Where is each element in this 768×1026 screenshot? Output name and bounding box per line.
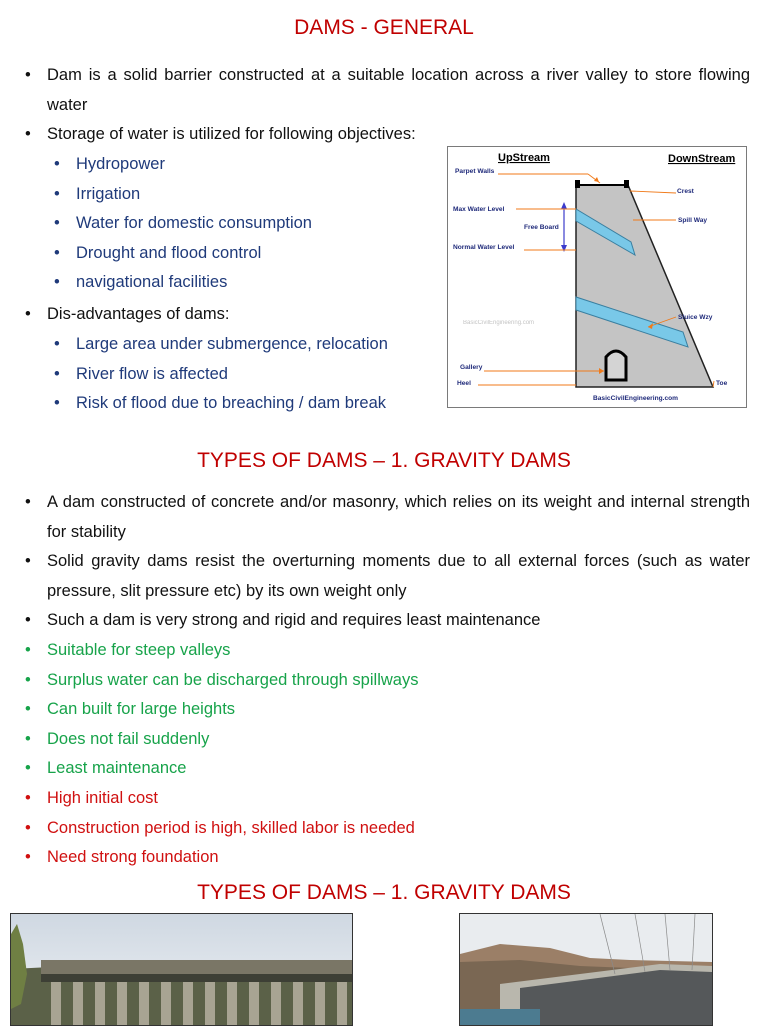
gravity-dam-forces: • Solid gravity dams resist the overturning moments due to all external forces (such as water pressure, slit pressure etc) by its own weight only [47, 547, 750, 606]
advantage-item: • Does not fail suddenly [47, 725, 750, 755]
dam-body [576, 185, 713, 387]
crest-label: Crest [677, 188, 694, 195]
objective-item: • Drought and flood control [76, 239, 436, 269]
disadvantage-item: • High initial cost [47, 784, 750, 814]
definition-bullet: • Dam is a solid barrier constructed at a suitable location across a river valley to store flowing water [47, 61, 750, 120]
credit-label: BasicCivilEngineering.com [593, 395, 679, 402]
heel-label: Heel [457, 380, 471, 387]
gallery-label: Gallery [460, 364, 483, 371]
gravity-dam-rigidity: • Such a dam is very strong and rigid and requires least maintenance [47, 606, 750, 636]
upstream-label: UpStream [498, 152, 550, 164]
objective-item: • Hydropower [76, 150, 436, 180]
disadvantage-item: • Need strong foundation [47, 843, 750, 873]
dam-disadvantages-list [76, 330, 446, 419]
gravity-dams-list [47, 488, 750, 873]
gravity-dam-diagram [447, 146, 747, 408]
objective-item: • Water for domestic consumption [76, 209, 436, 239]
objectives-list [76, 150, 436, 298]
disadvantage-item: • Risk of flood due to breaching / dam break [76, 389, 446, 419]
max-water-label: Max Water Level [453, 206, 505, 213]
dams-general-section [47, 61, 750, 150]
disadvantages-heading: • Dis-advantages of dams: [47, 300, 427, 330]
free-board-label: Free Board [524, 224, 559, 231]
advantage-item: • Can built for large heights [47, 695, 750, 725]
section-title-gravity-dams: TYPES OF DAMS – 1. GRAVITY DAMS [197, 449, 571, 472]
advantage-item: • Least maintenance [47, 754, 750, 784]
disadvantages-heading-list [47, 300, 427, 330]
sluice-label: Sluice Wzy [678, 314, 713, 321]
watermark-label: BasicCivilEngineering.com [463, 320, 535, 326]
parapet-label: Parpet Walls [455, 168, 495, 175]
normal-water-label: Normal Water Level [453, 244, 515, 251]
disadvantage-item: • River flow is affected [76, 360, 446, 390]
objectives-bullet: • Storage of water is utilized for following objectives: [47, 120, 447, 150]
toe-label: Toe [716, 380, 728, 387]
disadvantage-item: • Construction period is high, skilled labor is needed [47, 814, 750, 844]
objective-item: • navigational facilities [76, 268, 436, 298]
gallery-opening [606, 351, 626, 380]
advantage-item: • Surplus water can be discharged through spillways [47, 666, 750, 696]
objective-item: • Irrigation [76, 180, 436, 210]
disadvantage-item: • Large area under submergence, relocation [76, 330, 446, 360]
section-title-gravity-dams-photos: TYPES OF DAMS – 1. GRAVITY DAMS [197, 881, 571, 904]
spillway-label: Spill Way [678, 217, 708, 224]
downstream-label: DownStream [668, 153, 736, 165]
advantage-item: • Suitable for steep valleys [47, 636, 750, 666]
gravity-dam-photo-left [10, 913, 353, 1026]
gravity-dam-definition: • A dam constructed of concrete and/or masonry, which relies on its weight and internal strength for stability [47, 488, 750, 547]
section-title-dams-general: DAMS - GENERAL [294, 16, 474, 39]
gravity-dam-photo-right [459, 913, 713, 1026]
